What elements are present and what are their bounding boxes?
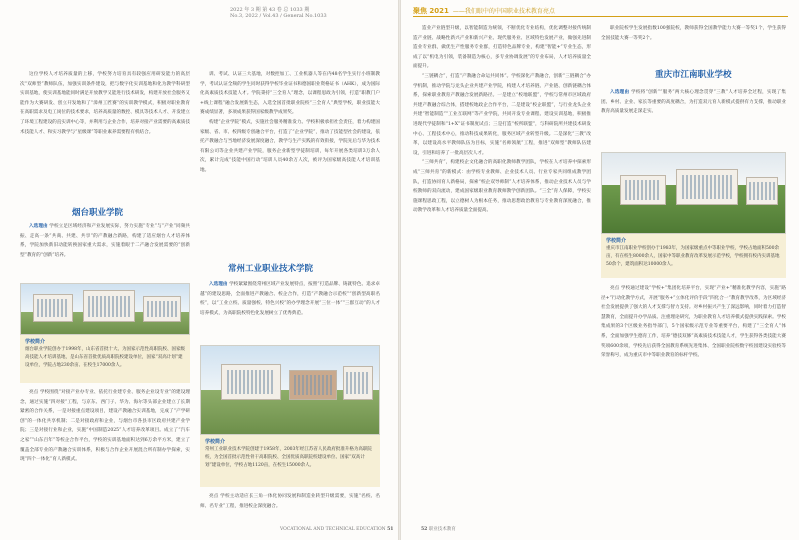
left-col1-bottom: 亮点 学校围绕“对接产业办专业、依托行业建专业、服务企业设专业”的建设理念，通过实施“四对接”工程，与京东、西门子、华为、海尔等头部企业建立了长期紧密的合作关系，一是对接重点建设项目，建设产教融合实训基地，完成了“产学研创”的一体化共享机制；二是对接政府和企业，与烟台市各县市区政府共建产业学院；三是对接行业和企业，实施“中国制造2025”人才培养改革项目。成立了“汽车之家”“山东百年”等校企合作平台，学校的实训基地面积达到6万余平方米，建立了覆盖全部专业的产教融合实训体系，积极与合作企业开展混合所有制办学探索，实现“四个一体化”育人新模式。 [20,390,190,463]
right-section3-intro: 入选理由 学校将“创新”“服务”两大核心理念贯穿“三教”人才培养全过程，实现了集团、乡村、企业、家长等重要的高度耦合，为打造双元育人新模式提供有力支撑，推动职业教育高质量发展走深走实。 [601,90,786,115]
lead-label: 入选理由 [209,282,228,287]
left-col2-top: 训、考试、认证三大基地，对数控加工、工业机器人等在内48名学生实行小班制教学，考试认证全频的学生同时获得学校毕业证书和德国职业资格证书（AHK），成为国际化高素质技术技能人才。学院秉持“三全育人”理念，以课程思政为引领，打造“职教门户+线上课程”融合发展新生态，入选全国首批职业院校“三全育人”典型学校，职业技能大赛成绩显著，多项成果获得国家级教学成果奖。 构建“企业学院”模式，实施社会服务精准发力。学校积极承担社会责任，着力构建国家级、省、市、校四级专创融合平台，打造了“企业学院”，推动了技能型社会的建设，依托产教融合与当地经济发展深度融合，教学与生产实践的有效衔接，学院先后与华为技术有限公司等企业共建产业学院，服务企业新型学徒制培训，每年开展各类培训3万余人次，累计完成“技能中国行动”培训人员40余万人次，被评为国家级高技能人才培训基地。 [200,72,380,173]
right-col2-top: 职业院校学生发展指数100强院校，教师获得全国教学能力大赛一等奖1个，学生获得全国技能大赛一等奖2个。 [601,26,786,41]
footer-left: VOCATIONAL AND TECHNICAL EDUCATION 51 [280,527,394,532]
column-brand: 聚焦 2021 [413,7,449,15]
issue-line: 2022 年 3 期 第 43 卷 总 1033 期 [230,7,310,13]
campus-photo-changzhou [200,345,380,435]
left-section1-intro: 入选理由 学校立足区域经济和产业发展实际，努力实施“专业”与“产业”同频共振、走高一条“共商、共建、共享”的产教融合新路，构建了适应烟台人才培养体系，学院加快新旧动能转换国家重大需求，实施着眼于二产融合发展需要的“创新型”教育的“创新”培养。 [20,224,190,258]
caption-yantai: 学校简介 烟台职业学院创办于1998年，山东省首批十大、为国家示范性高职院校、国家级高技能人才培训基地，是山东省首批优质高职院校建设单位，国家“双高计划”建设单位，学院占地230余亩、在校生17000余人。 [20,335,190,383]
caption-changzhou: 学校简介 常州工业职业技术学院创建于1958年，2003年经江苏省人民政府批准升格为高职院校，为全国首批示范性骨干高职院校、全国优质高职院校建设单位、国家“双高计划”建设单位，学校占地1120亩，在校生15000余人。 [200,435,380,487]
section-title-chongqing: 重庆市江南职业学校 [655,70,732,80]
issue-line-en: No.3, 2022 / Vol.43 / General No.1033 [230,13,327,19]
column-subtitle: ——我们眼中的中国职业技术教育亮点 [452,8,555,15]
section-title-changzhou: 常州工业职业技术学院 [228,264,314,274]
section-title-yantai: 烟台职业学院 [72,208,124,218]
column-header [413,6,793,16]
caption-title: 学校简介 [25,339,46,345]
issue-header [230,7,327,19]
lead-label: 入选理由 [29,224,48,229]
left-col2-bottom: 亮点 学校主动适应长三角一体化协同发展和制造业转型升级需要，实施“名校、名师、名专业”工程，推进校企深度融合。 [200,494,380,509]
header-rule [413,16,788,17]
left-col1-top: 这位学校人才培养质量的上移，学校努力培育具有较强应用研发能力的高层次“双师型”教师队伍，加强实训条件建设，把与数字化实训基地和化为教学科研型实训基地，使实训基地能同时满足开放教学又能进行技术研发，构建开放社会服务又能作为大赛研发、创立开发地和了“漳州工匠赛”的实训教学模式，积极对职业教育在高职需求及电工岗位的技术要求，培养高质量的数控、模具等技术人才、开发建立了环境工程建设的直实训中心等，并利用与企业合作，培养对接产业需要的高素质技术技能人才、和实习教学与“星级课”等职业素养需要程有机结合。 [20,72,190,135]
campus-photo-chongqing [601,152,786,234]
left-section2-intro: 入选理由 学校紧紧围绕常州区域产业发展特点，按照“打造品牌、铸就特色、追求卓越”的建设思路，全面推进产教融合、校企合作，打造“产教融合示范校”“创新型高职名校”，以“工业立校、质量强校、特色兴校”的办学理念开展“三位一体”“三群互动”的人才培养模式，为高职院校特色化发展树立了优秀典范。 [200,282,380,316]
page-number: 52 [421,527,428,532]
caption-title: 学校简介 [606,238,627,244]
lead-label: 入选理由 [610,90,630,95]
right-page [401,0,799,540]
right-col2-bottom: 亮点 学校通过建设“学校+”集团化培养平台，实现“产业+”精准化教学内容，实施“路径+”行动化教学方式，开展“服务+”立体化评价手段“四化合一”教育教学改革，为区域经济社会发展提供了强大的人才支撑与智力支持。对乡村振兴产生了深远影响，同时着力打造智慧教育，全面提升办学品质。注重理论研究，为职业教育人才培养模式提供实践探索。学校集成果的3个区级业务指导部门，5个国家级示范专业等重要平台，构建了“三全育人”体系，全面加强学生德育工作，培养“德技双修”高素质技术技能人才，学生获得各类技能大赛奖项600余项，学校先后获得全国教育系统先进集体、全国职业院校数字校园建设实验校等荣誉称号，成为重庆市中等职业教育的标杆学校。 [601,286,786,359]
right-col1: 造业产业链型升级，以智能制造为统领，不断优化专业结构，优化调整对接传统制造产业链、战略性新兴产业和新兴产业、现代服务业、区域特色发展产业，做强先进制造业专业群，做优生产性服务专业群，打造特色品牌专业，构建“智能+”专业生态，形成了以“机电为引领，装备制造为核心，多专业协调发展”的专业布局，人才培养质量全面提升。 “三链耦合”，打造“产教融合命运共同体”。学校深化产教融合，创新“三链耦合”办学机制，推动学院与龙头企业共建产业学院，构建人才培养链、产业链、创新链耦合体系，探索职业教育产教融合发展新路径。一是建立“校地联盟”，学校与常州市区域政府共建产教融合综合体，搭建校地政企合作平台，二是建设“校企联盟”，与行业龙头企业共建“智能制造”“工业互联网”等产业学院，共同开发专业课程、建设实训基地，积极推进现代学徒制和“1+X”证书制度试点；三是打造“校所联盟”，与科研院所共建技术研发中心、工程技术中心，推动科技成果转化，服务区域产业转型升级。二是深化“三教”改革，以建设高水平教师队伍为目标，实施“名师领航”工程，推进“双师型”教师队伍建设，引进和培养了一批高层次人才。 “三师共育”，构建校企文化融合的高职化教师教学团队，学校在人才培养中探索形成“三师共育”的新模式：由学校专业教师、企业技术人员、行业专家共同组成教学团队，打造协同育人新格局，探索“校企双导师制”人才培养体系，推动企业技术人员与学校教师的双向流动，建成国家级职业教育教师教学创新团队。“三全”育人保障，学校实施课程思政工程，以立德树人为根本任务，推动思想政治教育与专业教育深度融合，推动教学改革和人才培养质量全面提高。 [413,26,591,214]
caption-title: 学校简介 [205,439,226,445]
left-page [0,0,398,540]
footer-right: 52 职业技术教育 [421,527,456,532]
campus-photo-yantai [20,283,190,335]
page-number: 51 [387,527,394,532]
caption-chongqing: 学校简介 重庆市江南职业学校创办于1983年，为国家级重点中等职业学校，学校占地面积500余亩，有在校生8000余人，国家中等职业教育改革发展示范学校，学校拥有校内实训基地50余个，建筑面积达10000余人。 [601,234,786,278]
